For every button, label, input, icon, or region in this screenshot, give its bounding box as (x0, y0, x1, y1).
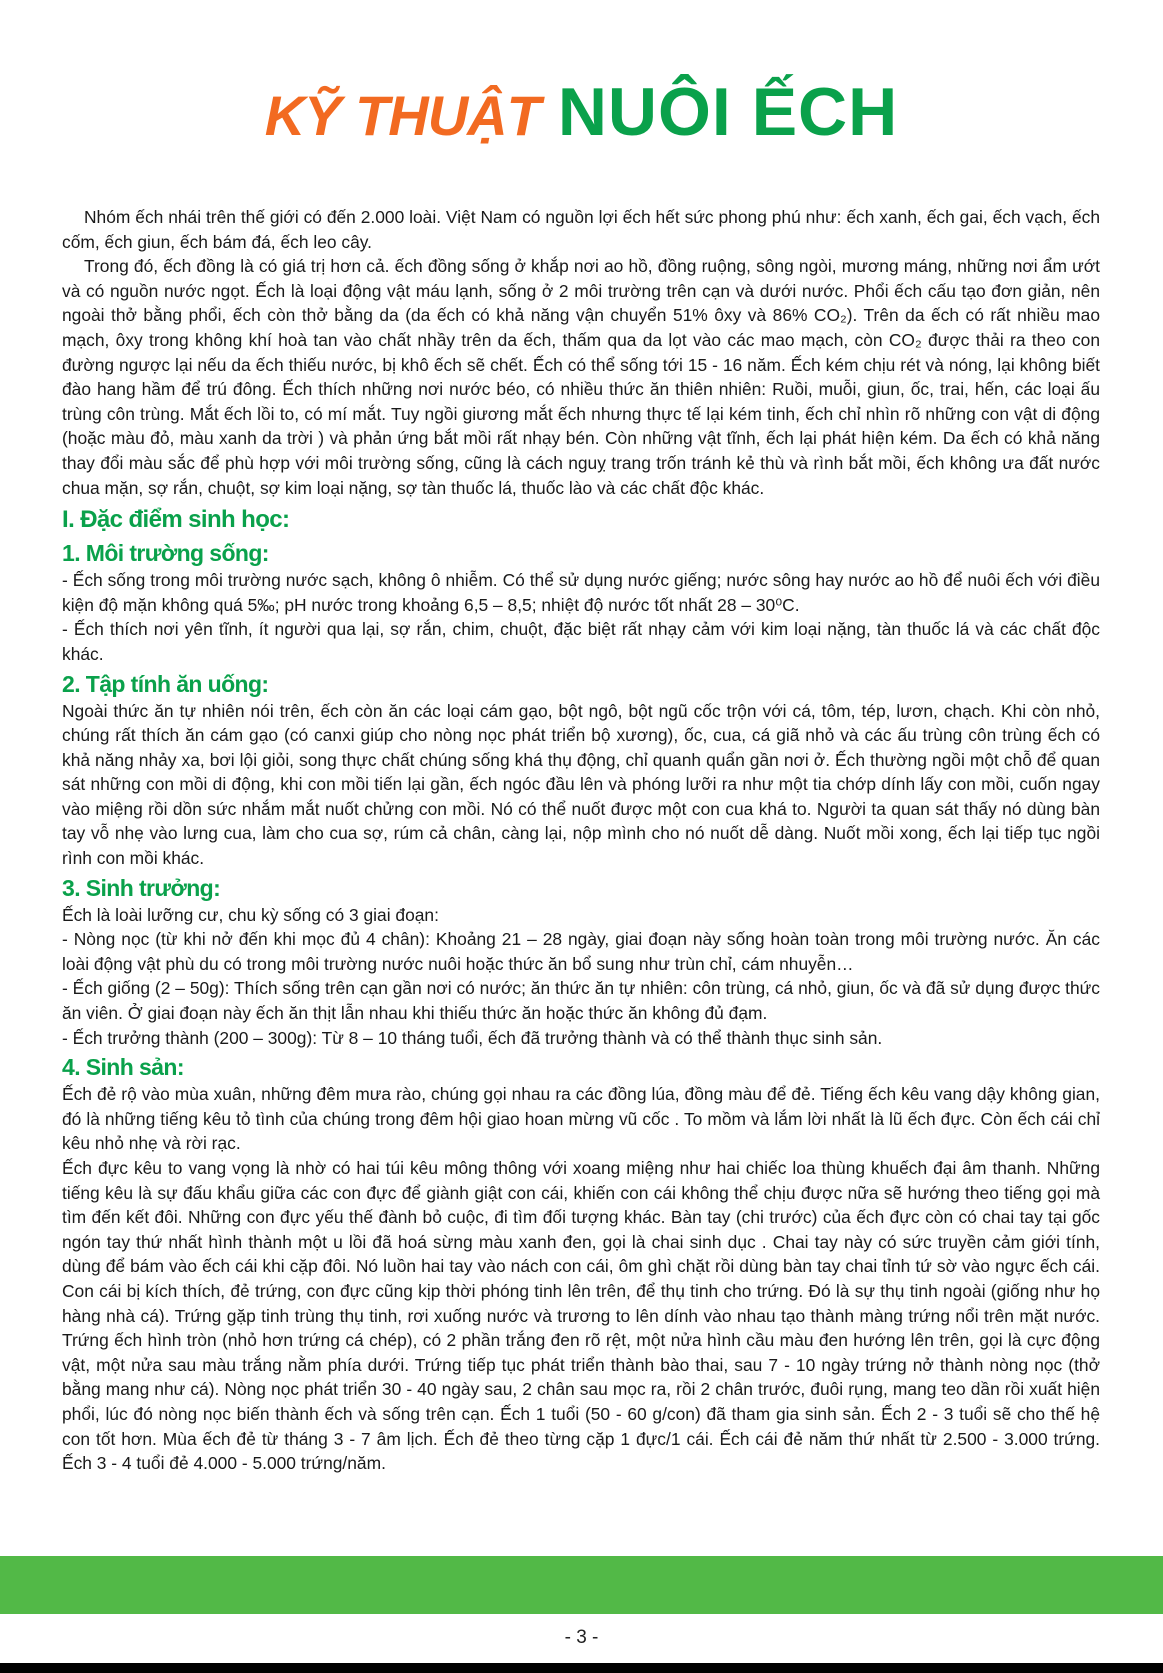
title-part-ky-thuat: KỸ THUẬT (264, 84, 540, 147)
growth-paragraph-4: - Ếch trưởng thành (200 – 300g): Từ 8 – 10 tháng tuổi, ếch đã trưởng thành và có thể thành thục sinh sản. (62, 1027, 883, 1048)
growth-paragraph-3: - Ếch giống (2 – 50g): Thích sống trên cạn gần nơi có nước; ăn thức ăn tự nhiên: côn trùng, cá nhỏ, giun, ốc và đã sử dụng được thức ăn viên. Ở giai đoạn này ếch ăn thịt lẫn nhau khi thiếu thức ăn hoặc thức ăn không đủ đạm. (62, 978, 1100, 1024)
growth-paragraph-1: Ếch là loài lưỡng cư, chu kỳ sống có 3 giai đoạn: (62, 904, 439, 925)
reproduction-paragraph-2: Ếch đực kêu to vang vọng là nhờ có hai túi kêu mông thông với xoang miệng như hai chiếc loa thùng khuếch đại âm thanh. Những tiếng kêu là sự đấu khẩu giữa các con đực để giành giật con cái, khiến con cái không thể chịu được nữa sẽ hướng theo tiếng gọi mà tìm đến kết đôi. Những con đực yếu thế đành bỏ cuộc, đi tìm đối tượng khác. Bàn tay (chi trước) của ếch đực còn có chai tay tại gốc ngón tay thứ nhất hình thành một u lồi đã hoá sừng màu xanh đen, gọi là chai sinh dục . Chai tay này có sức truyền cảm giới tính, dùng để bám vào ếch cái khi cặp đôi. Nó luồn hai tay vào nách con cái, ôm ghì chặt rồi dùng bàn tay chai tỉnh tứ sờ vào ngực ếch cái. Con cái bị kích thích, đẻ trứng, con đực cũng kịp thời phóng tinh lên trên, để thụ tinh cho trứng. Đó là sự thụ tinh ngoài (giống như họ hàng nhà cá). Trứng gặp tinh trùng thụ tinh, rơi xuống nước và trương to lên dính vào nhau tạo thành màng trứng nổi trên mặt nước. Trứng ếch hình tròn (nhỏ hơn trứng cá chép), có 2 phần trắng đen rõ rệt, một nửa hình cầu màu đen hướng lên trên, gọi là cực động vật, một nửa sau màu trắng nằm phía dưới. Trứng tiếp tục phát triển thành bào thai, sau 7 - 10 ngày trứng nở thành nòng nọc (thở bằng mang như cá). Nòng nọc phát triển 30 - 40 ngày sau, 2 chân sau mọc ra, rồi 2 chân trước, đuôi rụng, mang teo dần rồi xuất hiện phổi, lúc đó nòng nọc biến thành ếch và sống trên cạn. Ếch 1 tuổi (50 - 60 g/con) đã tham gia sinh sản. Ếch 2 - 3 tuổi sẽ cho thế hệ con tốt hơn. Mùa ếch đẻ từ tháng 3 - 7 âm lịch. Ếch đẻ theo từng cặp 1 đực/1 cái. Ếch cái đẻ năm thứ nhất từ 2.500 - 3.000 trứng. Ếch 3 - 4 tuổi đẻ 4.000 - 5.000 trứng/năm. (62, 1158, 1100, 1474)
section-heading-biological-traits: I. Đặc điểm sinh học: (62, 506, 290, 534)
page-number: - 3 - (564, 1627, 599, 1648)
article-body (62, 205, 1100, 1476)
reproduction-paragraph-1: Ếch đẻ rộ vào mùa xuân, những đêm mưa rào, chúng gọi nhau ra các đồng lúa, đồng màu để đẻ. Tiếng ếch kêu vang dậy không gian, đó là những tiếng kêu tỏ tình của chúng trong đêm hội giao hoan mừng vũ cốc . To mồm và lắm lời nhất là lũ ếch đực. Còn ếch cái chỉ kêu nhỏ nhẹ và rời rạc. (62, 1084, 1100, 1154)
subsection-heading-growth: 3. Sinh trưởng: (62, 874, 221, 901)
environment-paragraph-1: - Ếch sống trong môi trường nước sạch, không ô nhiễm. Có thể sử dụng nước giếng; nước sông hay nước ao hồ để nuôi ếch với điều kiện độ mặn không quá 5‰; pH nước trong khoảng 6,5 – 8,5; nhiệt độ nước tốt nhất 28 – 30⁰C. (62, 570, 1100, 615)
subsection-heading-reproduction: 4. Sinh sản: (62, 1054, 184, 1081)
environment-paragraph-2: - Ếch thích nơi yên tĩnh, ít người qua lại, sợ rắn, chim, chuột, đặc biệt rất nhạy cảm với kim loại nặng, tàn thuốc lá và các chất độc khác. (62, 619, 1100, 664)
intro-paragraph-1: Nhóm ếch nhái trên thế giới có đến 2.000 loài. Việt Nam có nguồn lợi ếch hết sức phong phú như: ếch xanh, ếch gai, ếch vạch, ếch cốm, ếch giun, ếch bám đá, ếch leo cây. (62, 207, 1100, 252)
growth-paragraph-2: - Nòng nọc (từ khi nở đến khi mọc đủ 4 chân): Khoảng 21 – 28 ngày, giai đoạn này sống hoàn toàn trong môi trường nước. Ăn các loài động vật phù du có trong môi trường nước nuôi hoặc thức ăn bổ sung như trùn chỉ, cám nhuyễn… (62, 929, 1100, 974)
footer-bar (0, 1556, 1163, 1614)
title-part-nuoi-ech: NUÔI ẾCH (557, 74, 899, 150)
subsection-heading-feeding: 2. Tập tính ăn uống: (62, 670, 269, 697)
intro-paragraph-2: Trong đó, ếch đồng là có giá trị hơn cả. ếch đồng sống ở khắp nơi ao hồ, đồng ruộng, sông ngòi, mương máng, những nơi ẩm ướt và có nguồn nước ngọt. Ếch là loại động vật máu lạnh, sống ở 2 môi trường trên cạn và dưới nước. Phổi ếch cấu tạo đơn giản, nên ngoài thở bằng phổi, ếch còn thở bằng da (da ếch có khả năng vận chuyển 51% ôxy và 86% CO₂). Trên da ếch có rất nhiều mao mạch, ôxy trong không khí hoà tan vào chất nhầy trên da ếch, thấm qua da lọt vào các mao mạch, còn CO₂ được thải ra theo con đường ngược lại nếu da ếch thiếu nước, bị khô ếch sẽ chết. Ếch có thể sống tới 15 - 16 năm. Ếch kém chịu rét và nóng, lại không biết đào hang hầm để trú đông. Ếch thích những nơi nước béo, có nhiều thức ăn thiên nhiên: Ruồi, muỗi, giun, ốc, trai, hến, các loại ấu trùng côn trùng. Mắt ếch lồi to, có mí mắt. Tuy ngồi giương mắt ếch nhưng thực tế lại kém tinh, ếch chỉ nhìn rõ những con vật di động (hoặc màu đỏ, màu xanh da trời ) và phản ứng bắt mồi rất nhạy bén. Còn những vật tĩnh, ếch lại phát hiện kém. Da ếch có khả năng thay đổi màu sắc để phù hợp với môi trường sống, cũng là cách nguỵ trang trốn tránh kẻ thù và rình bắt mồi, ếch không ưa đất nước chua mặn, sợ rắn, chuột, sợ kim loại nặng, sợ tàn thuốc lá, thuốc lào và các chất độc khác. (62, 256, 1100, 498)
feeding-paragraph: Ngoài thức ăn tự nhiên nói trên, ếch còn ăn các loại cám gạo, bột ngô, bột ngũ cốc trộn với cá, tôm, tép, lươn, chạch. Khi còn nhỏ, chúng rất thích ăn cám gạo (có canxi giúp cho nòng nọc phát triển bộ xương), ốc, cua, cá giã nhỏ và các ấu trùng côn trùng ếch có khả năng nhảy xa, bơi lội giỏi, song thực chất chúng sống khá thụ động, chỉ quanh quẩn gần nơi ở. Ếch thường ngồi một chỗ để quan sát những con mồi di động, khi con mồi tiến lại gần, ếch ngóc đầu lên và phóng lưỡi ra như một tia chớp dính lấy con mồi, cuốn ngay vào miệng rồi dồn sức nhắm mắt nuốt chửng con mồi. Nó có thể nuốt được một con cua khá to. Người ta quan sát thấy nó dùng bàn tay vỗ nhẹ vào lưng cua, làm cho cua sợ, rúm cả chân, càng lại, nộp mình cho nó nuốt dễ dàng. Nuốt mồi xong, ếch lại tiếp tục ngồi rình con mồi khác. (62, 700, 1100, 869)
page-title (0, 74, 1163, 150)
subsection-heading-environment: 1. Môi trường sống: (62, 540, 269, 567)
bottom-edge-divider (0, 1663, 1163, 1673)
